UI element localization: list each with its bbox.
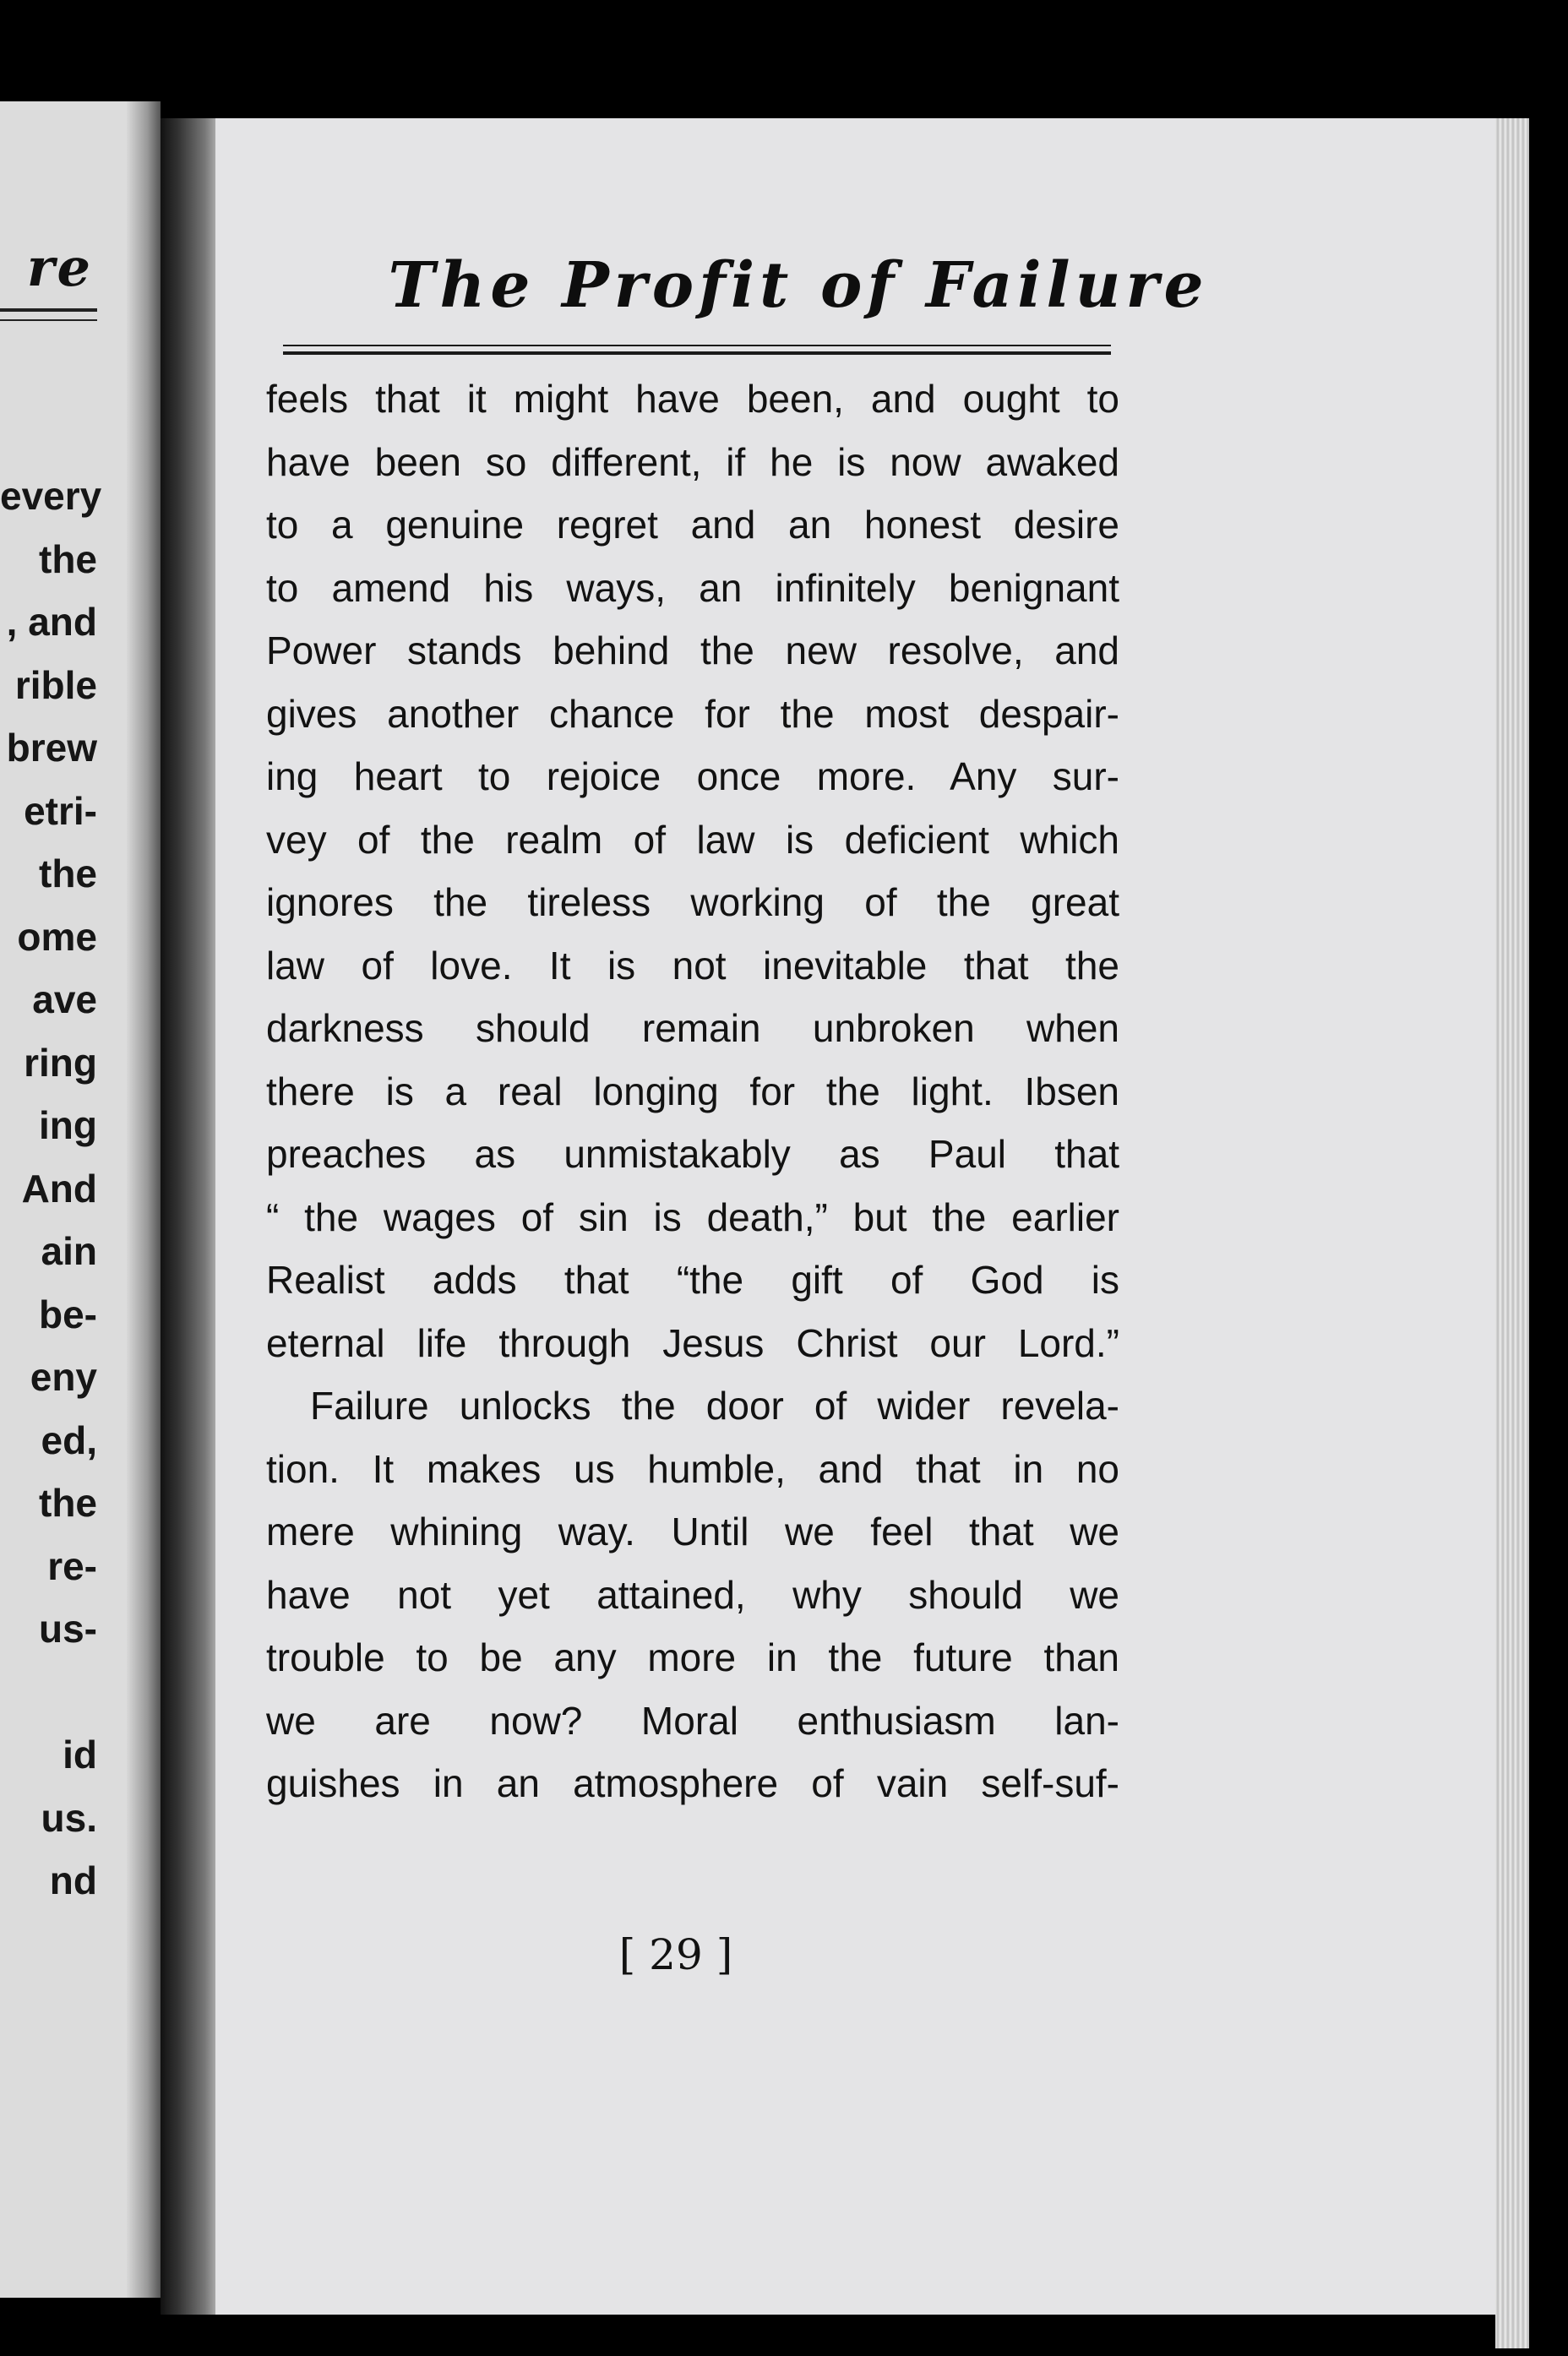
text-line: ignores the tireless working of the great [266, 880, 1119, 924]
text-line: vey of the realm of law is deficient which [266, 817, 1119, 862]
previous-page-line-fragment: brew [6, 726, 97, 770]
text-line: there is a real longing for the light. Ibsen [266, 1069, 1119, 1113]
text-line: we are now? Moral enthusiasm lan- [266, 1698, 1119, 1743]
previous-page-line-fragment: ome [17, 914, 97, 959]
text-line: to amend his ways, an infinitely benignant [266, 565, 1119, 610]
text-line: mere whining way. Until we feel that we [266, 1510, 1119, 1553]
previous-page-line-fragment: re- [47, 1543, 97, 1588]
previous-page-running-head: re [26, 237, 93, 298]
previous-page-line-fragment: ave [32, 977, 97, 1021]
previous-page-line-fragment: ed, [41, 1417, 97, 1462]
previous-page-line-fragment [0, 1661, 97, 1724]
previous-page-line-fragment: ing [39, 1103, 97, 1147]
previous-page-line-fragment: every [0, 474, 102, 518]
page-number: [ 29 ] [618, 1930, 733, 1979]
previous-page-line-fragment: the [39, 1481, 97, 1525]
previous-page-line-fragment: eny [30, 1355, 97, 1399]
previous-page-text [0, 465, 102, 1913]
text-line: preaches as unmistakably as Paul that [266, 1132, 1119, 1176]
previous-page-gutter-shadow [127, 101, 161, 2298]
previous-page-head-rule-thin [0, 319, 97, 321]
body-text [266, 367, 1119, 1815]
previous-page-line-fragment: And [21, 1166, 97, 1211]
text-line: darkness should remain unbroken when [266, 1006, 1119, 1050]
previous-page-line-fragment: the [39, 852, 97, 895]
previous-page-line-fragment: be- [39, 1292, 97, 1336]
current-page [215, 118, 1508, 2315]
text-line: have not yet attained, why should we [266, 1572, 1119, 1617]
running-head: The Profit of Failure [388, 249, 1209, 322]
text-line: ing heart to rejoice once more. Any sur- [266, 754, 1119, 798]
page-edges [1495, 118, 1529, 2348]
previous-page-line-fragment: ring [24, 1040, 97, 1085]
text-line: tion. It makes us humble, and that in no [266, 1446, 1119, 1491]
text-line: Failure unlocks the door of wider revela- [310, 1384, 1119, 1428]
previous-page-line-fragment: the [39, 536, 97, 581]
text-line: guishes in an atmosphere of vain self-suf- [266, 1761, 1119, 1805]
previous-page-line-fragment: id [63, 1733, 97, 1777]
head-rule-thin [283, 345, 1111, 346]
head-rule-thick [283, 351, 1111, 355]
text-line: eternal life through Jesus Christ our Lord.” [266, 1320, 1119, 1365]
previous-page-line-fragment: us. [41, 1795, 97, 1840]
previous-page-line-fragment: rible [14, 662, 97, 707]
previous-page-line-fragment: us- [39, 1607, 97, 1651]
previous-page-line-fragment: nd [49, 1858, 97, 1902]
previous-page-fragment [0, 101, 161, 2298]
text-line: law of love. It is not inevitable that the [266, 943, 1119, 988]
previous-page-line-fragment: , and [6, 600, 97, 644]
previous-page-head-rule [0, 308, 97, 312]
text-line: have been so different, if he is now awaked [266, 439, 1119, 484]
previous-page-line-fragment: etri- [24, 788, 97, 833]
text-line: to a genuine regret and an honest desire [266, 503, 1119, 547]
previous-page-line-fragment: ain [41, 1229, 97, 1273]
text-line: Realist adds that “the gift of God is [266, 1258, 1119, 1302]
text-line: Power stands behind the new resolve, and [266, 628, 1119, 672]
text-line: feels that it might have been, and ought to [266, 377, 1119, 421]
text-line: gives another chance for the most despair- [266, 691, 1119, 736]
text-line: “ the wages of sin is death,” but the earlier [266, 1194, 1119, 1239]
book-binding-shadow [161, 118, 220, 2315]
text-line: trouble to be any more in the future than [266, 1635, 1119, 1679]
